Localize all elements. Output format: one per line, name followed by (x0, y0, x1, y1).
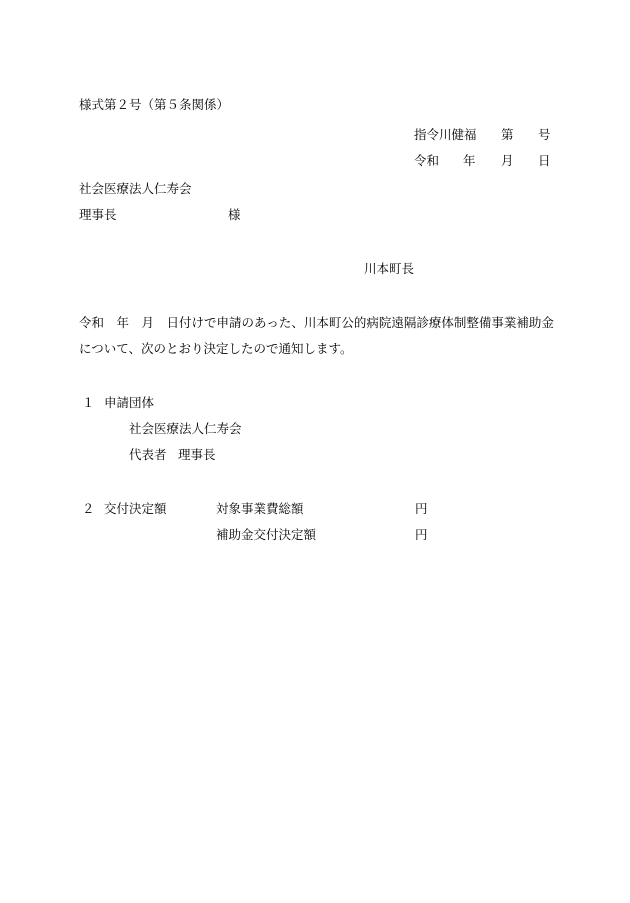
representative-title: 理事長 (178, 447, 216, 462)
addressee-honorific: 様 (228, 207, 241, 222)
section-2-row-1-unit: 円 (415, 501, 428, 516)
body-line-2: について、次のとおり決定したので通知します。 (79, 341, 353, 356)
section-2-row-1-label: 対象事業費総額 (216, 501, 304, 516)
notice-dai: 第 (501, 127, 514, 142)
section-1-organization: 社会医療法人仁寿会 (129, 421, 242, 436)
issuer: 川本町長 (364, 261, 415, 276)
section-2-row-2-label: 補助金交付決定額 (216, 527, 317, 542)
date-month-unit: 月 (501, 153, 514, 168)
addressee-organization: 社会医療法人仁寿会 (79, 181, 192, 196)
section-2-title: 交付決定額 (104, 501, 167, 516)
section-2-number: ２ (82, 501, 95, 516)
notice-number (414, 127, 551, 143)
body-line-1: 令和 年 月 日付けで申請のあった、川本町公的病院遠隔診療体制整備事業補助金 (79, 315, 554, 330)
notice-prefix: 指令川健福 (414, 127, 477, 142)
section-2-row-2-unit: 円 (415, 527, 428, 542)
date-year-unit: 年 (463, 153, 476, 168)
notice-go: 号 (538, 127, 551, 142)
section-1-number: １ (82, 395, 95, 410)
date-era: 令和 (414, 153, 440, 168)
form-number: 様式第２号（第５条関係） (79, 97, 230, 112)
section-1-representative (129, 447, 279, 463)
section-1-title: 申請団体 (104, 395, 155, 410)
addressee-line (79, 207, 279, 223)
addressee-title: 理事長 (79, 207, 117, 222)
section-1-heading (82, 395, 282, 411)
date-day-unit: 日 (538, 153, 551, 168)
notice-date (414, 153, 554, 169)
representative-label: 代表者 (129, 447, 167, 462)
section-2-row-1 (82, 501, 442, 517)
